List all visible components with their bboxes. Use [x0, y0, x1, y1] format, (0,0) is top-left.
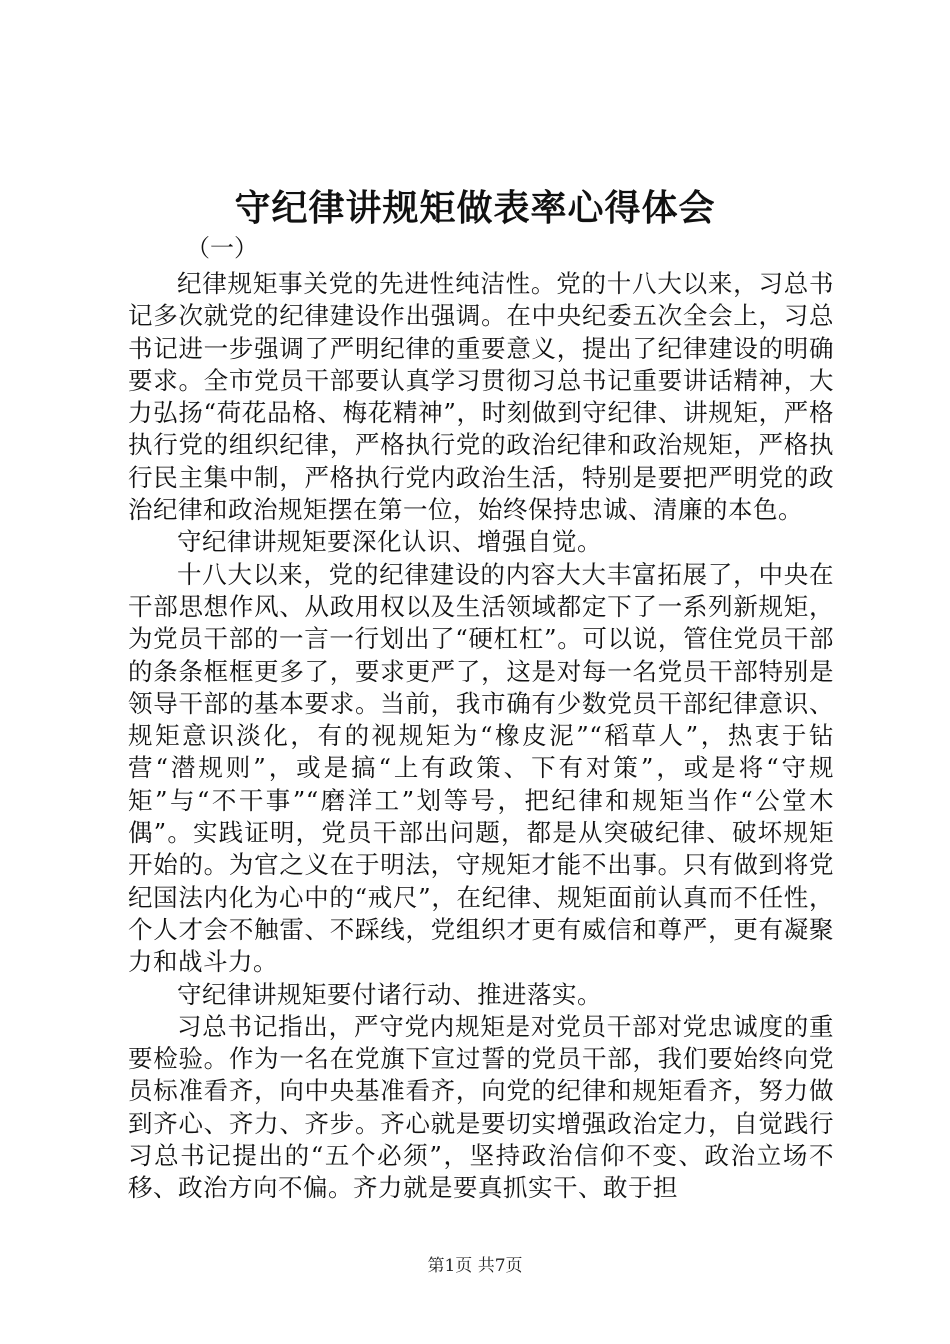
- document-title: 守纪律讲规矩做表率心得体会: [234, 187, 716, 229]
- page-footer: 第1页 共7页: [427, 1256, 523, 1276]
- paragraph: 习总书记指出，严守党内规矩是对党员干部对党忠诚度的重要检验。作为一名在党旗下宣过誓的党员干部，我们要始终向党员标准看齐，向中央基准看齐，向党的纪律和规矩看齐，努力做到齐心、齐力、齐步。齐心就是要切实增强政治定力，自觉践行习总书记提出的“五个必须”，坚持政治信仰不变、政治立场不移、政治方向不偏。齐力就是要真抓实干、敢于担: [128, 1011, 834, 1203]
- document-body: [128, 268, 834, 1205]
- paragraph: 守纪律讲规矩要深化认识、增强自觉。: [177, 527, 602, 557]
- paragraph: 十八大以来，党的纪律建设的内容大大丰富拓展了，中央在干部思想作风、从政用权以及生活领域都定下了一系列新规矩，为党员干部的一言一行划出了“硬杠杠”。可以说，管住党员干部的条条框框更多了，要求更严了，这是对每一名党员干部特别是领导干部的基本要求。当前，我市确有少数党员干部纪律意识、规矩意识淡化，有的视规矩为“橡皮泥”“稻草人”，热衷于钻营“潜规则”，或是搞“上有政策、下有对策”，或是将“守规矩”与“不干事”“磨洋工”划等号，把纪律和规矩当作“公堂木偶”。实践证明，党员干部出问题，都是从突破纪律、破坏规矩开始的。为官之义在于明法，守规矩才能不出事。只有做到将党纪国法内化为心中的“戒尺”，在纪律、规矩面前认真而不任性，个人才会不触雷、不踩线，党组织才更有威信和尊严，更有凝聚力和战斗力。: [128, 559, 834, 977]
- paragraph: 纪律规矩事关党的先进性纯洁性。党的十八大以来，习总书记多次就党的纪律建设作出强调。在中央纪委五次全会上，习总书记进一步强调了严明纪律的重要意义，提出了纪律建设的明确要求。全市党员干部要认真学习贯彻习总书记重要讲话精神，大力弘扬“荷花品格、梅花精神”，时刻做到守纪律、讲规矩，严格执行党的组织纪律，严格执行党的政治纪律和政治规矩，严格执行民主集中制，严格执行党内政治生活，特别是要把严明党的政治纪律和政治规矩摆在第一位，始终保持忠诚、清廉的本色。: [128, 269, 834, 525]
- section-label: （一）: [186, 234, 258, 262]
- paragraph: 守纪律讲规矩要付诸行动、推进落实。: [177, 979, 602, 1009]
